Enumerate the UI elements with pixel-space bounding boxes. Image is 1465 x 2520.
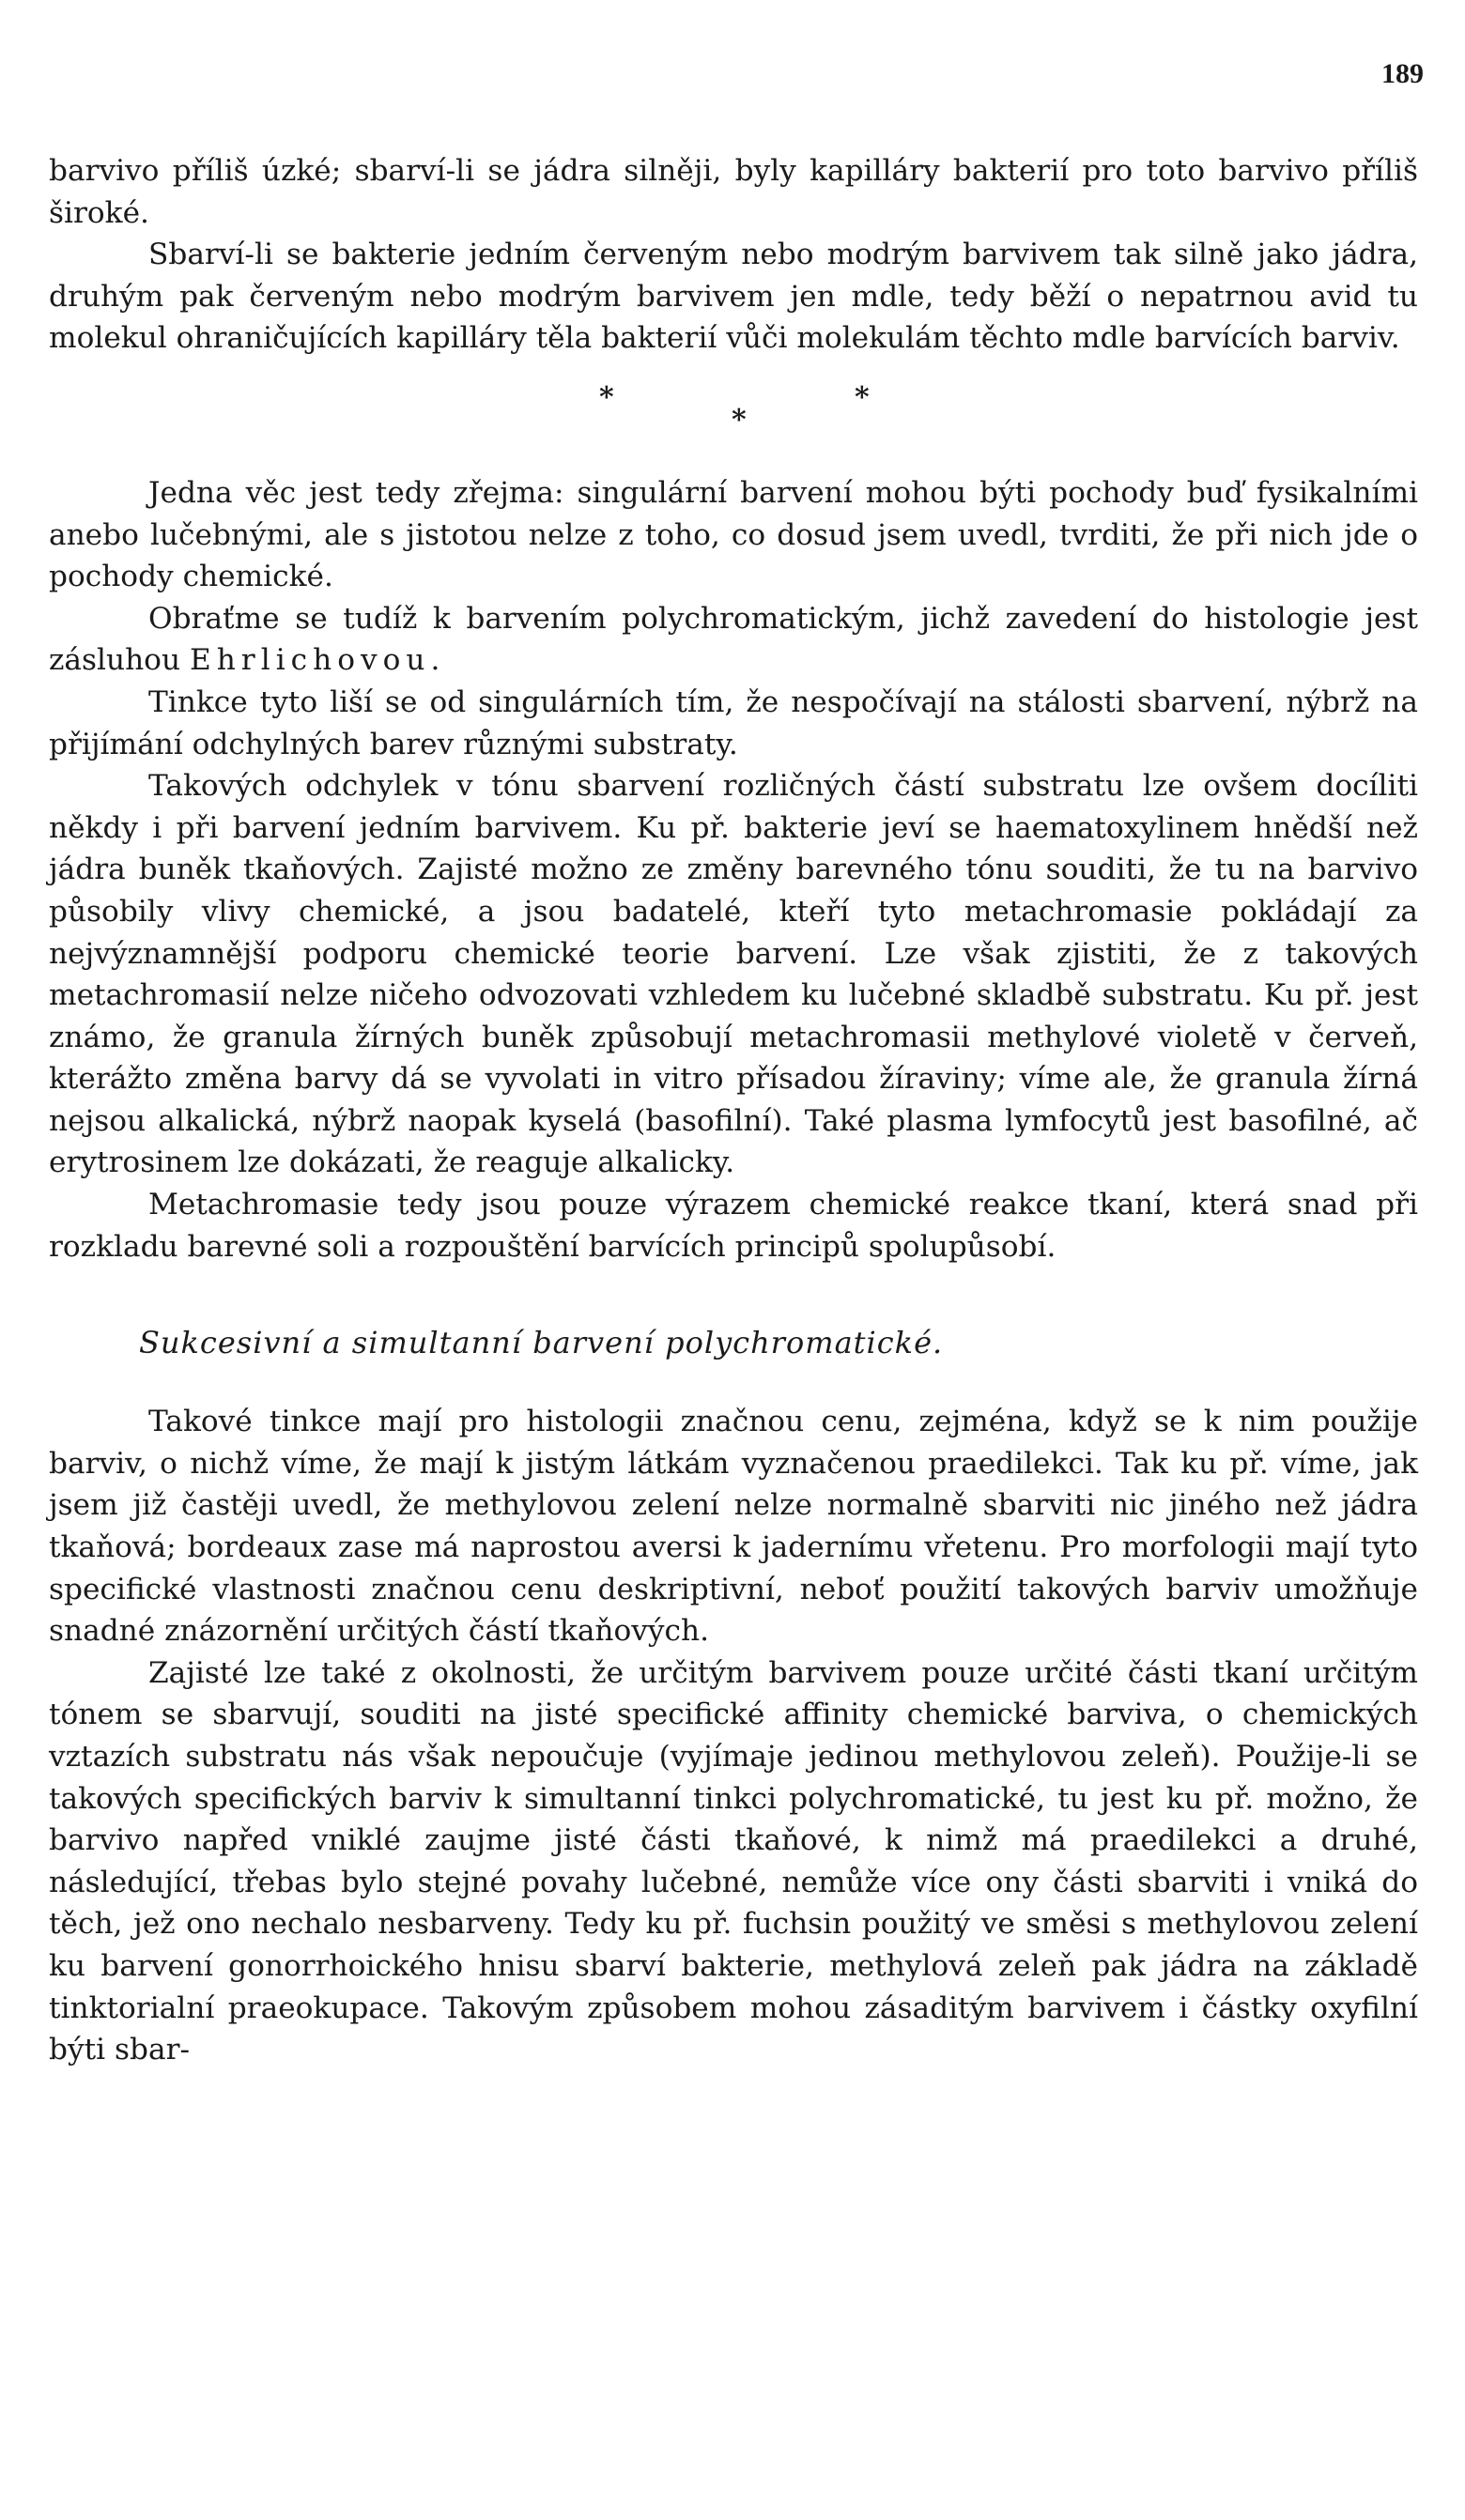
section-heading: Sukcesivní a simultanní barvení polychromatické. (139, 1325, 944, 1361)
paragraph-4-end: . (430, 643, 440, 678)
asterisk-middle: * (732, 403, 747, 437)
body-text (49, 150, 1418, 2071)
paragraph-8: Takové tinkce mají pro histologii značnou cenu, zejména, když se k nim použije barviv, o nichž víme, že mají k jistým látkám vyznačenou praedilekci. Tak ku př. víme, jak jsem již častěji uvedl, že methylovou zelení nelze normalně sbarviti nic jiného než jádra tkaňová; bordeaux zase má naprostou aversi k jadernímu vřetenu. Pro morfologii mají tyto specifické vlastnosti značnou cenu deskriptivní, neboť použití takových barviv umožňuje snadné znázornění určitých částí tkaňových. (49, 1405, 1418, 1649)
paragraph-5: Tinkce tyto liší se od singulárních tím, že nespočívají na stálosti sbarvení, nýbrž na přijímání odchylných barev různými substraty. (49, 684, 1418, 761)
paragraph-2: Sbarví-li se bakterie jedním červeným nebo modrým barvivem tak silně jako jádra, druhým pak červeným nebo modrým barvivem jen mdle, tedy běží o nepatrnou avid tu molekul ohraničujících kapilláry těla bakterií vůči molekulám těchto mdle barvících barviv. (49, 238, 1418, 356)
paragraph-9: Zajisté lze také z okolnosti, že určitým barvivem pouze určité části tkaní určitým tónem se sbarvují, souditi na jisté specifické affinity chemické barviva, o chemických vztazích substratu nás však nepoučuje (vyjímaje jedinou methylovou zeleň). Použije-li se takových specifických barviv k simultanní tinkci polychromatické, tu jest ku př. možno, že barvivo napřed vniklé zaujme jisté části tkaňové, k nimž má praedilekci a druhé, následující, třebas bylo stejné povahy lučebné, nemůže více ony části sbarviti i vniká do těch, jež ono nechalo nesbarveny. Tedy ku př. fuchsin použitý ve směsi s methylovou zelení ku barvení gonorrhoického hnisu sbarví bakterie, methylová zeleň pak jádra na základě tinktorialní praeokupace. Takovým způsobem mohou zásaditým barvivem i částky oxyfilní býti sbar- (49, 1655, 1418, 2067)
paragraph-4 (49, 598, 1418, 682)
paragraph-1: barvivo příliš úzké; sbarví-li se jádra silněji, byly kapilláry bakterií pro toto barvivo příliš široké. (49, 154, 1418, 230)
section-separator (49, 371, 1418, 472)
paragraph-7: Metachromasie tedy jsou pouze výrazem chemické reakce tkaní, která snad při rozkladu barevné soli a rozpouštění barvících principů spolupůsobí. (49, 1188, 1418, 1264)
paragraph-3: Jedna věc jest tedy zřejma: singulární barvení mohou býti pochody buď fysikalními anebo lučebnými, ale s jistotou nelze z toho, co dosud jsem uvedl, tvrditi, že při nich jde o pochody chemické. (49, 475, 1418, 594)
page-number: 189 (1381, 58, 1424, 89)
asterisk-right: * (855, 380, 870, 414)
paragraph-6: Takových odchylek v tónu sbarvení rozličných částí substratu lze ovšem docíliti někdy i při barvení jedním barvivem. Ku př. bakterie jeví se haematoxylinem hnědší než jádra buněk tkaňových. Zajisté možno ze změny barevného tónu souditi, že tu na barvivo působily vlivy chemické, a jsou badatelé, kteří tyto metachromasie pokládají za nejvýznamnější podporu chemické teorie barvení. Lze však zjistiti, že z takových metachromasií nelze ničeho odvozovati vzhledem ku lučebné skladbě substratu. Ku př. jest známo, že granula žírných buněk způsobují metachromasii methylové violetě v červeň, kterážto změna barvy dá se vyvolati in vitro přísadou žíraviny; víme ale, že granula žírná nejsou alkalická, nýbrž naopak kyselá (basofilní). Také plasma lymfocytů jest basofilné, ač erytrosinem lze dokázati, že reaguje alkalicky. (49, 769, 1418, 1180)
asterisk-left: * (599, 380, 614, 414)
author-name: Ehrlichovou (189, 643, 431, 678)
paragraph-4-text: Obraťme se tudíž k barvením polychromatickým, jichž zavedení do histologie jest zásluhou (49, 601, 1418, 678)
